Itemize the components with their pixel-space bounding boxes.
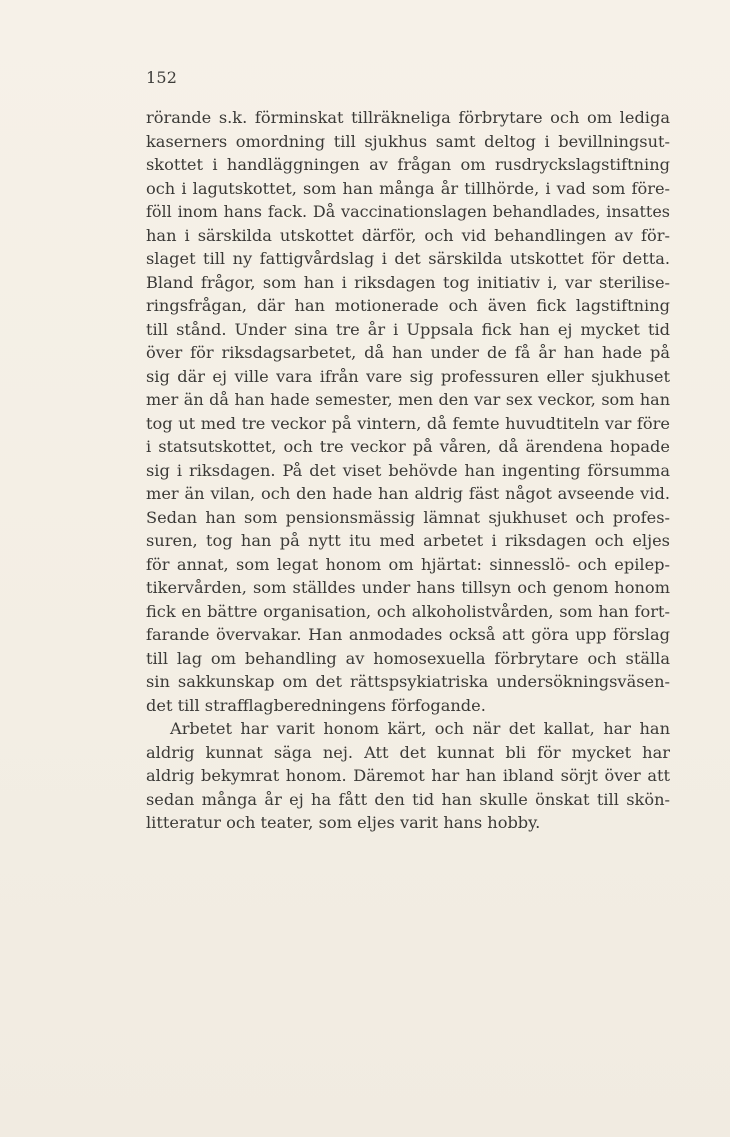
text-line: och i lagutskottet, som han många år tillhörde, i vad som före- [146,178,670,198]
text-line: tog ut med tre veckor på vintern, då femte huvudtiteln var före [146,413,670,433]
text-line: Arbetet har varit honom kärt, och när det kallat, har han [170,719,670,738]
text-line: föll inom hans fack. Då vaccinationslagen behandlades, insattes [146,202,670,221]
text-line: sin sakkunskap om det rättspsykiatriska undersökningsväsen- [146,672,670,691]
text-line: mer än då han hade semester, men den var sex veckor, som han [146,390,670,409]
text-line: aldrig bekymrat honom. Däremot har han ibland sörjt över att [146,766,670,785]
text-line: han i särskilda utskottet därför, och vid behandlingen av för- [146,225,670,245]
text-line: slaget till ny fattigvårdslag i det särskilda utskottet för detta. [146,249,670,268]
text-line: Sedan han som pensionsmässig lämnat sjukhuset och profes- [146,507,670,527]
text-line: sig där ej ville vara ifrån vare sig professuren eller sjukhuset [146,366,670,386]
text-line: kaserners omordning till sjukhus samt deltog i bevillningsut- [146,131,670,151]
text-line: till lag om behandling av homosexuella förbrytare och ställa [146,648,670,668]
text-line: ringsfrågan, där han motionerade och även fick lagstiftning [146,296,670,315]
text-line: i statsutskottet, och tre veckor på våren, då ärendena hopade [146,437,670,456]
text-line: tikervården, som ställdes under hans tillsyn och genom honom [146,578,670,597]
body-text [146,106,670,835]
text-line: litteratur och teater, som eljes varit hans hobby. [146,813,541,832]
text-line: sig i riksdagen. På det viset behövde han ingenting försumma [146,460,670,480]
text-line: för annat, som legat honom om hjärtat: sinnesslö- och epilep- [146,554,670,574]
text-line: aldrig kunnat säga nej. Att det kunnat bli för mycket har [146,742,670,762]
text-line: rörande s.k. förminskat tillräkneliga förbrytare och om lediga [146,108,670,127]
text-line: Bland frågor, som han i riksdagen tog initiativ i, var sterilise- [146,272,670,292]
text-line: skottet i handläggningen av frågan om rusdryckslagstiftning [146,155,670,174]
text-line: till stånd. Under sina tre år i Uppsala fick han ej mycket tid [146,319,670,339]
text-line: över för riksdagsarbetet, då han under de få år han hade på [146,343,670,362]
page-number: 152 [146,68,178,87]
text-line: fick en bättre organisation, och alkoholistvården, som han fort- [146,601,670,621]
text-line: mer än vilan, och den hade han aldrig fäst något avseende vid. [146,484,670,503]
text-line: farande övervakar. Han anmodades också att göra upp förslag [146,625,670,644]
text-line: sedan många år ej ha fått den tid han skulle önskat till skön- [146,789,670,809]
text-line: suren, tog han på nytt itu med arbetet i riksdagen och eljes [146,531,670,550]
text-line: det till strafflagberedningens förfogande. [146,695,486,715]
